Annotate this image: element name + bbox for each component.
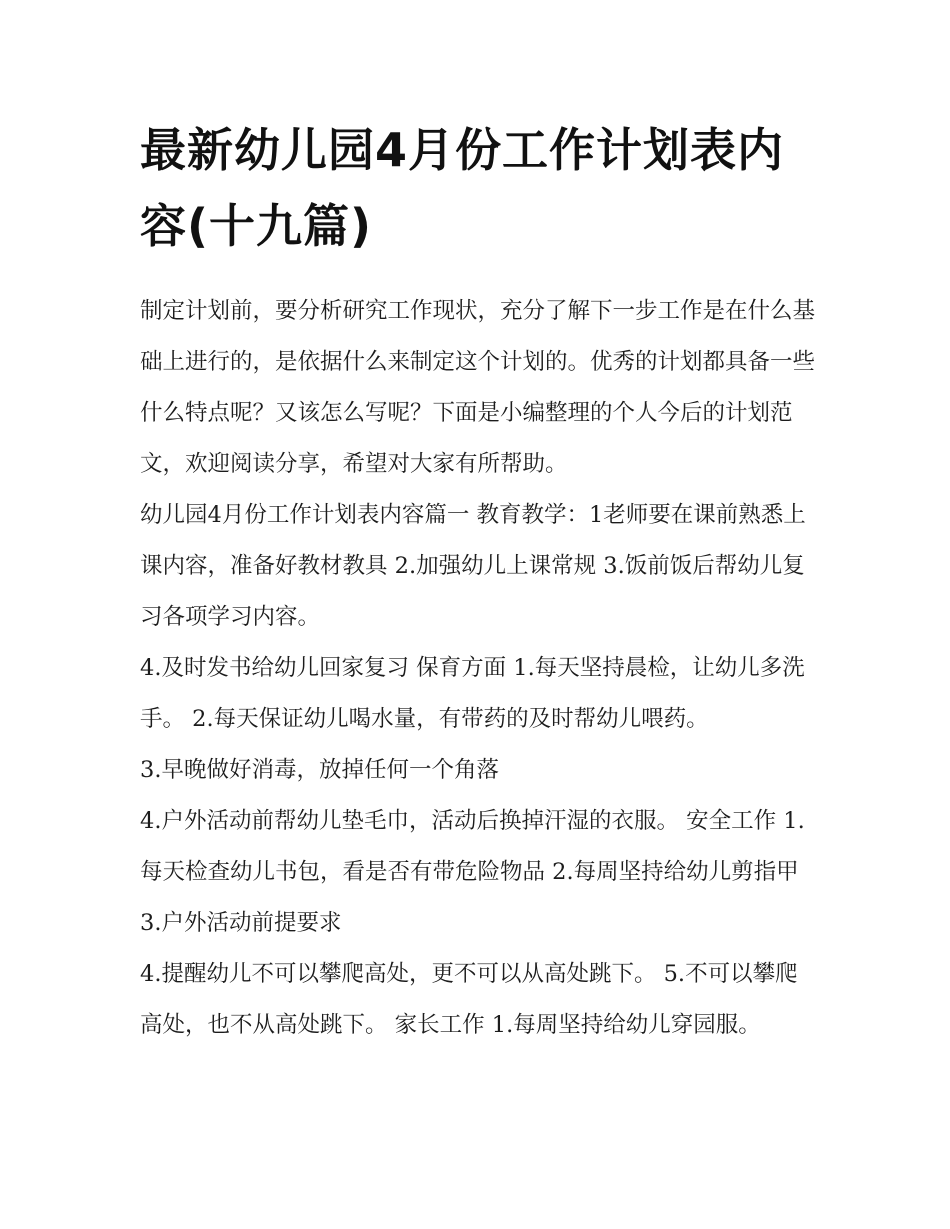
paragraph-safety: 4.户外活动前帮幼儿垫毛巾，活动后换掉汗湿的衣服。 安全工作 1.每天检查幼儿书包，看是否有带危险物品 2.每周坚持给幼儿剪指甲 3.户外活动前提要求 <box>140 808 805 936</box>
paragraph-chapter-one-teaching: 幼儿园4月份工作计划表内容篇一 教育教学：1老师要在课前熟悉上课内容，准备好教材教具 2.加强幼儿上课常规 3.饭前饭后帮幼儿复习各项学习内容。 <box>140 502 806 630</box>
document-title: 最新幼儿园4月份工作计划表内容(十九篇) <box>140 123 785 253</box>
document-content <box>140 112 815 1051</box>
paragraph-care: 4.及时发书给幼儿回家复习 保育方面 1.每天坚持晨检，让幼儿多洗手。 2.每天保证幼儿喝水量，有带药的及时帮幼儿喂药。 <box>140 655 805 732</box>
paragraph-parents: 4.提醒幼儿不可以攀爬高处，更不可以从高处跳下。 5.不可以攀爬高处，也不从高处跳下。 家长工作 1.每周坚持给幼儿穿园服。 <box>140 961 798 1038</box>
paragraph-disinfection: 3.早晚做好消毒，放掉任何一个角落 <box>140 757 499 783</box>
paragraph-intro: 制定计划前，要分析研究工作现状，充分了解下一步工作是在什么基础上进行的，是依据什么来制定这个计划的。优秀的计划都具备一些什么特点呢？又该怎么写呢？下面是小编整理的个人今后的计划范文，欢迎阅读分享，希望对大家有所帮助。 <box>140 298 816 477</box>
document-body <box>140 286 815 1051</box>
